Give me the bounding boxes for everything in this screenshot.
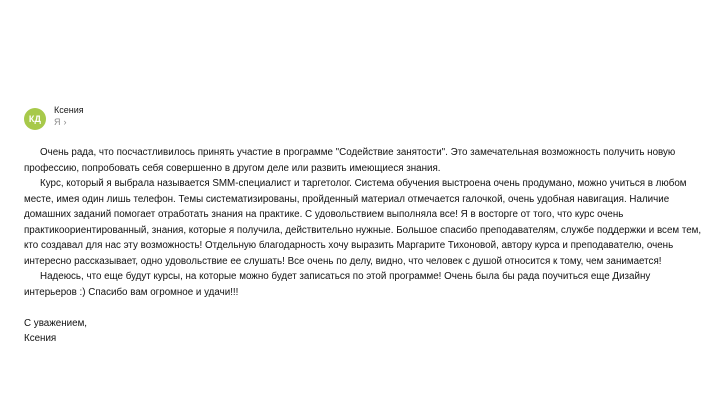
review-paragraph: Надеюсь, что еще будут курсы, на которые можно будет записаться по этой программе! Очень была бы рада поучиться еще Дизайну интерьеров :) Спасибо вам огромное и удачи!!! xyxy=(24,271,651,298)
closing-text: С уважением, xyxy=(24,317,88,329)
author-sub-label: Я xyxy=(54,117,61,127)
chevron-right-icon: › xyxy=(63,117,67,127)
signature-text: Ксения xyxy=(24,333,57,344)
author-profile-link[interactable] xyxy=(54,116,84,128)
author-name[interactable]: Ксения xyxy=(54,105,84,115)
author-meta xyxy=(54,104,84,128)
review-text xyxy=(24,145,704,347)
review-author[interactable] xyxy=(24,104,84,130)
avatar[interactable]: КД xyxy=(24,108,46,130)
review-paragraph: Очень рада, что посчастливилось принять участие в программе "Содействие занятости". Это замечательная возможность получить новую профессию, попробовать себя совершенно в другом деле или развить имеющиеся знания. xyxy=(24,147,676,174)
review-signoff xyxy=(24,316,704,347)
review-paragraph: Курс, который я выбрала называется SMM-специалист и таргетолог. Система обучения выстроена очень продумано, можно учиться в любом месте, имея один лишь телефон. Темы систематизированы, пройденный материал отмечается галочкой, очень удобная навигация. Наличие домашних заданий помогает отработать знания на практике. С удовольствием выполняла все! Я в восторге от того, что курс очень практикоориентированный, знания, которые я получила, действительно нужные. Большое спасибо преподавателям, службе поддержки и всем тем, кто создавал для нас эту возможность! Отдельную благодарность хочу выразить Маргарите Тихоновой, автору курса и преподавателю, очень интересно рассказывает, одно удовольствие ее слушать! Все очень по делу, видно, что человек с душой относится к тому, чем занимается! xyxy=(24,178,702,267)
